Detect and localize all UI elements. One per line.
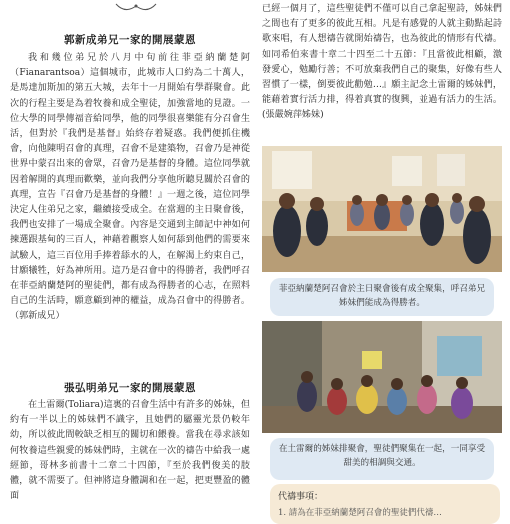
prayer-title: 代禱事項： xyxy=(278,492,324,502)
sisters-meeting-photo xyxy=(262,321,502,433)
left-column xyxy=(10,0,250,510)
prayer-item: 1. 請為在菲亞納蘭楚阿召會的聖徒們代禱… xyxy=(278,508,442,518)
group-meeting-photo xyxy=(262,146,502,272)
prayer-requests-box xyxy=(270,484,500,524)
article-body-zhang: 在土雷爾(Toliara)這裏的召會生活中有許多的姊妹，但約有一半以上的姊妹們不識字，且她們的屬靈光景仍較年幼，所以彼此間較缺乏相互的關切和餵養。當我在尋求該如何牧養這些親愛的姊妹們時，主就在一次的禱告中給我一處經節，哥林多前書十二章二十四節，『至於我們俊美的肢體，就不需要了。但神將這身體調和在一起，把更豐盈的體面 xyxy=(10,400,250,502)
photo-caption-1: 菲亞納蘭楚阿召會於主日聚會後有成全聚集，呼召弟兄姊妹們能成為得勝者。 xyxy=(270,278,494,316)
right-column xyxy=(262,0,502,518)
article-heading-guo xyxy=(10,32,250,47)
heading-text: 張弘明弟兄一家的開展蒙恩 xyxy=(64,382,196,394)
article-heading-zhang xyxy=(10,380,250,395)
photo-caption-2: 在土雷爾的姊妹排聚會，聖徒們聚集在一起，一同享受甜美的相調與交通。 xyxy=(270,438,494,480)
article-continuation: 已經一個月了，這些聖徒們不僅可以自己拿起聖詩，姊妹們之間也有了更多的彼此互相。凡是有感覺的人就主動點起詩歌來唱，有人想禱告就開始禱告，也為彼此的情形有代禱。如同希伯來書十章二十四至二十五節：『且當彼此相顧，激發愛心，勉勵行善；不可放棄我們自己的聚集，好像有些人習慣了一樣，倒要彼此勸勉…』願主記念土雷爾的姊妹們，能藉着實行活力排，得着真實的復興，並過有活力的生活。(張嚴婉萍姊妹) xyxy=(262,4,502,121)
heading-text: 郭新成弟兄一家的開展蒙恩 xyxy=(64,34,196,46)
article-body-guo: 我和幾位弟兄於八月中旬前往菲亞納蘭楚阿（Fianarantsoa）這個城市，此城市人口約為二十萬人，是馬達加斯加的第五大城，去年十一月開始有學群聚會。此次的行程主要是為着牧養和成全聖徒，加強當地的見證。一位大學的同學傳福音給同學，他的同學很喜樂能有分召會生活，但對於『我們是基督』始終存着疑惑。我們便抓住機會，向他陳明召會的真理，召會不是建築物，召會乃是神從世界中蒙召出來的會眾，召會乃是基督的身體。這位同學就因着解開的真理而歡樂，並向我們分享他所聽見關於召會的真理，宣告『召會乃是基督的身體！』一週之後，這位同學決定人住弟兄之家，繼續接受成全。在當週的主日聚會後，我們也安排了一場成全聚會。內容是交通到主師記中神如何揀選跟基甸的三百人，神藉着觀察人如何舔到他們的需要來試驗人，這三百位用手捧着舔水的人，在解渴上約束自己，甘願犧牲，好為神所用。這乃是召會中的得勝者，我們呼召在菲亞納蘭楚阿的聖徒們，都有成為得勝者的心志，在照料自己的生活時，願意顧到神的權益，成為召會中的得勝者。（郭新成兄） xyxy=(10,53,250,322)
flourish-ornament xyxy=(114,0,158,14)
